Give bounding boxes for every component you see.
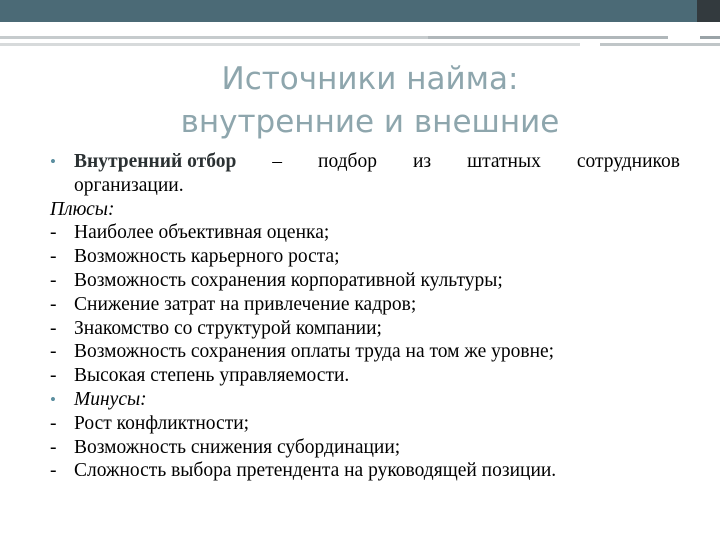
list-item xyxy=(50,221,680,245)
cons-item-text: Рост конфликтности; xyxy=(74,412,250,434)
decor-line xyxy=(428,36,668,39)
pros-item-text: Высокая степень управляемости. xyxy=(74,365,350,387)
pros-item-text: Снижение затрат на привлечение кадров; xyxy=(74,293,417,315)
dash-marker: - xyxy=(50,246,57,268)
pros-item-text: Наиболее объективная оценка; xyxy=(74,222,330,244)
list-item xyxy=(50,269,680,293)
bullet-icon: • xyxy=(50,389,56,409)
cons-heading-item xyxy=(50,388,680,412)
cons-heading: Минусы: xyxy=(74,388,147,410)
dash-marker: - xyxy=(50,460,57,482)
intro-word: из xyxy=(412,151,432,172)
header-bar-corner xyxy=(697,0,720,22)
list-item xyxy=(50,459,680,483)
pros-heading: Плюсы: xyxy=(50,198,115,220)
list-item xyxy=(50,364,680,388)
dash-marker: - xyxy=(50,222,57,244)
decor-line xyxy=(0,43,580,46)
cons-item-text: Сложность выбора претендента на руководящей позиции. xyxy=(74,460,557,482)
intro-dash: – xyxy=(272,151,283,172)
list-item xyxy=(50,245,680,269)
intro-first-line xyxy=(74,150,680,174)
pros-item-text: Возможность сохранения корпоративной культуры; xyxy=(74,269,503,291)
intro-word: подбор xyxy=(318,151,377,172)
decor-line xyxy=(700,36,720,39)
header-bar xyxy=(0,0,697,22)
cons-item-text: Возможность снижения субординации; xyxy=(74,436,401,458)
decor-line xyxy=(0,36,428,39)
decor-line xyxy=(600,43,720,46)
slide-title-line-1: Источники найма: xyxy=(221,61,519,97)
dash-marker: - xyxy=(50,436,57,458)
dash-marker: - xyxy=(50,317,57,339)
slide-title xyxy=(0,58,720,144)
intro-word: сотрудников xyxy=(576,151,680,172)
list-item xyxy=(50,293,680,317)
header-gap xyxy=(0,22,720,30)
slide-content xyxy=(50,150,680,483)
dash-marker: - xyxy=(50,293,57,315)
dash-marker: - xyxy=(50,365,57,387)
pros-item-text: Возможность карьерного роста; xyxy=(74,246,340,268)
pros-item-text: Возможность сохранения оплаты труда на том же уровне; xyxy=(74,341,555,363)
dash-marker: - xyxy=(50,341,57,363)
intro-item xyxy=(50,150,680,198)
slide-title-line-2: внутренние и внешние xyxy=(180,104,560,140)
list-item xyxy=(50,317,680,341)
intro-continuation: организации. xyxy=(74,174,184,196)
intro-word: штатных xyxy=(467,151,541,172)
list-item xyxy=(50,436,680,460)
intro-term: Внутренний отбор xyxy=(74,151,237,172)
list-item xyxy=(50,340,680,364)
bullet-icon: • xyxy=(50,152,56,171)
dash-marker: - xyxy=(50,269,57,291)
list-item xyxy=(50,412,680,436)
dash-marker: - xyxy=(50,412,57,434)
pros-item-text: Знакомство со структурой компании; xyxy=(74,317,382,339)
